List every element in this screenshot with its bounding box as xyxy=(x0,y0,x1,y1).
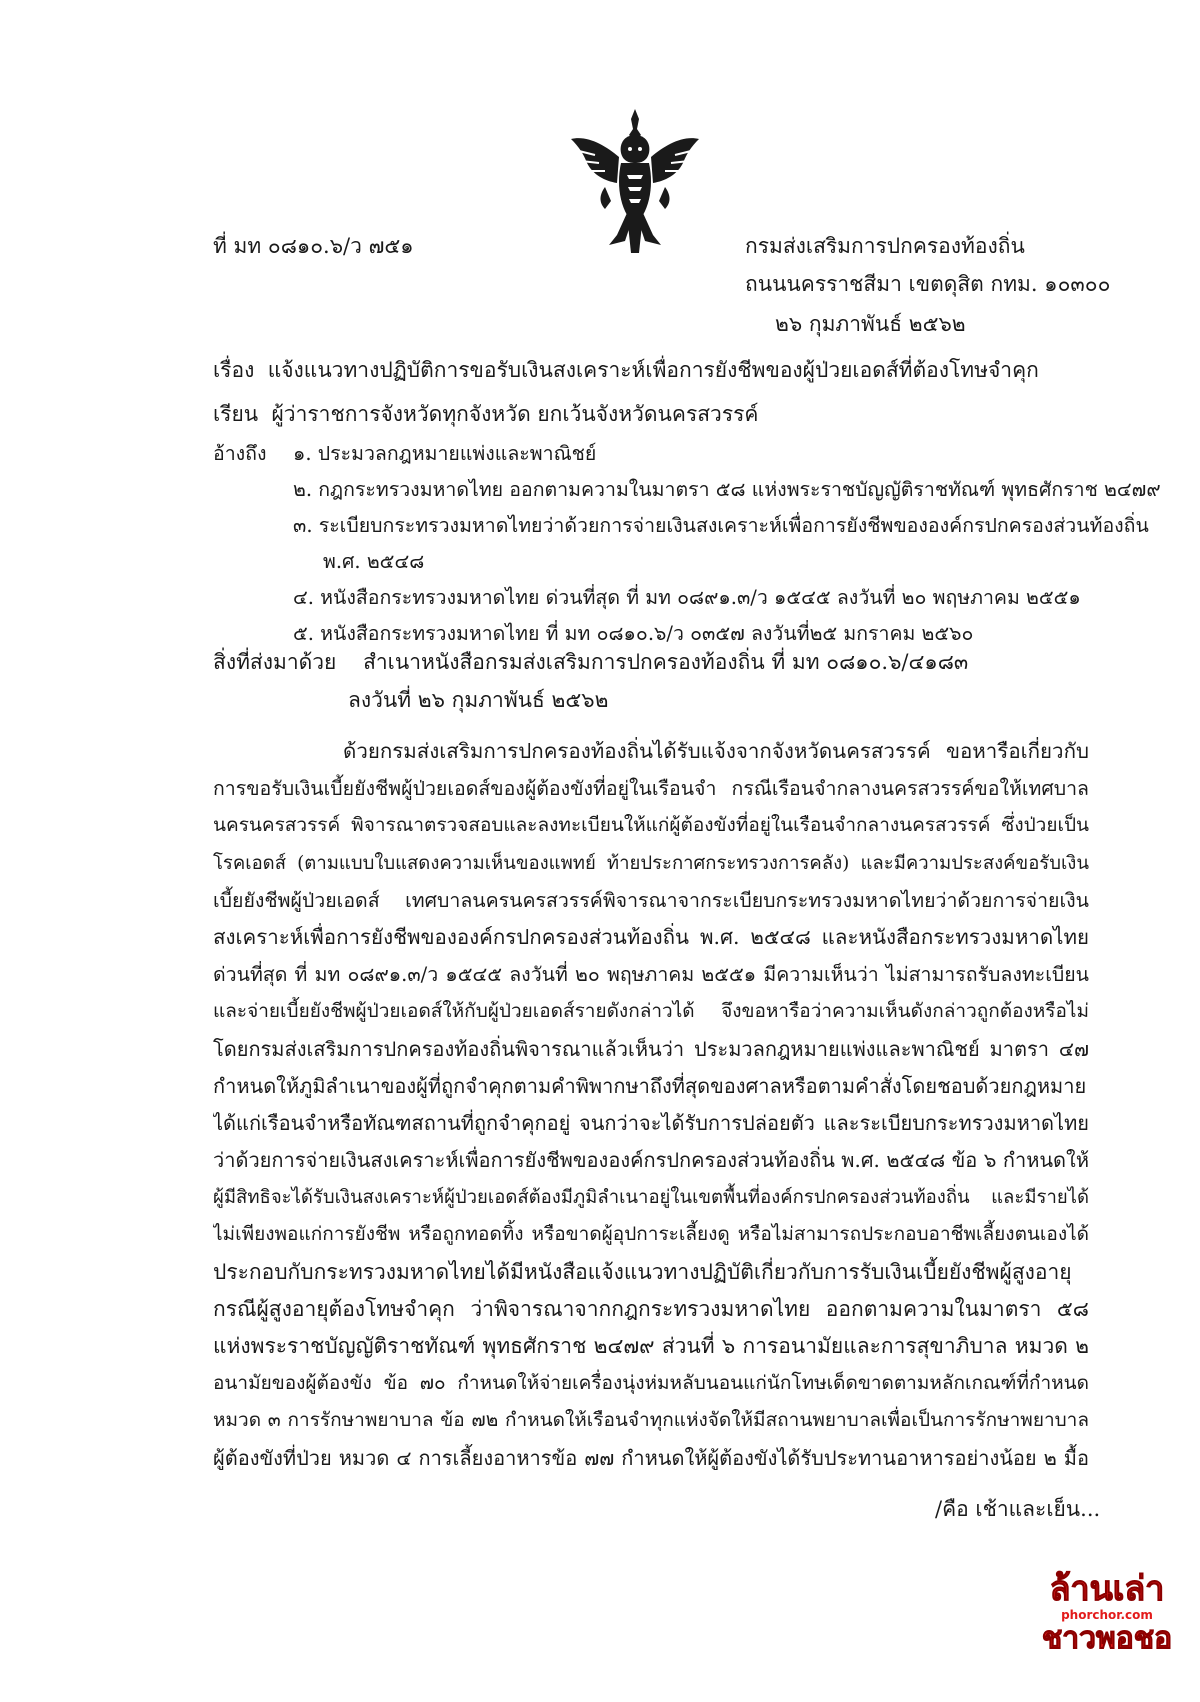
watermark-site-text: phorchor.com xyxy=(1061,1608,1153,1622)
recipient-label: เรียน xyxy=(213,402,259,426)
reference-item-5: ๕. หนังสือกระทรวงมหาดไทย ที่ มท ๐๘๑๐.๖/ว ๐๓๕๗ ลงวันที่๒๕ มกราคม ๒๕๖๐ xyxy=(293,622,974,645)
body-paragraph xyxy=(213,733,1089,1477)
subject-line xyxy=(213,356,1039,384)
body-line: สงเคราะห์เพื่อการยังชีพขององค์กรปกครองส่วนท้องถิ่น พ.ศ. ๒๕๔๘ และหนังสือกระทรวงมหาดไทย xyxy=(213,924,1089,949)
body-line: และจ่ายเบี้ยยังชีพผู้ป่วยเอดส์ให้กับผู้ป่วยเอดส์รายดังกล่าวได้ จึงขอหารือว่าความเห็นดังกล่าวถูกต้องหรือไม่ xyxy=(213,1000,1089,1023)
references-section xyxy=(213,440,1161,645)
enclosure-line-1: สำเนาหนังสือกรมส่งเสริมการปกครองท้องถิ่น ที่ มท ๐๘๑๐.๖/๔๑๘๓ xyxy=(363,650,969,674)
body-line: โดยกรมส่งเสริมการปกครองท้องถิ่นพิจารณาแล้วเห็นว่า ประมวลกฎหมายแพ่งและพาณิชย์ มาตรา ๔๗ xyxy=(213,1036,1089,1061)
subject-label: เรื่อง xyxy=(213,358,255,382)
site-watermark-logo xyxy=(1032,1570,1182,1690)
body-line: ผู้ต้องขังที่ป่วย หมวด ๔ การเลี้ยงอาหารข้อ ๗๗ กำหนดให้ผู้ต้องขังได้รับประทานอาหารอย่างน้อย ๒ มื้อ xyxy=(213,1445,1089,1470)
recipient-text: ผู้ว่าราชการจังหวัดทุกจังหวัด ยกเว้นจังหวัดนครสวรรค์ xyxy=(271,402,759,426)
reference-item-3-continued: พ.ศ. ๒๕๔๘ xyxy=(323,550,425,573)
document-date: ๒๖ กุมภาพันธ์ ๒๕๖๒ xyxy=(775,312,966,336)
body-line: กำหนดให้ภูมิลำเนาของผู้ที่ถูกจำคุกตามคำพิพากษาถึงที่สุดของศาลหรือตามคำสั่งโดยชอบด้วยกฎหมาย xyxy=(213,1073,1087,1098)
body-line: ผู้มีสิทธิจะได้รับเงินสงเคราะห์ผู้ป่วยเอดส์ต้องมีภูมิลำเนาอยู่ในเขตพื้นที่องค์กรปกครองส่วนท้องถิ่น และมีรายได้ xyxy=(213,1187,1089,1209)
reference-item-1: ๑. ประมวลกฎหมายแพ่งและพาณิชย์ xyxy=(293,442,597,465)
body-line: ด่วนที่สุด ที่ มท ๐๘๙๑.๓/ว ๑๕๔๕ ลงวันที่ ๒๐ พฤษภาคม ๒๕๕๑ มีความเห็นว่า ไม่สามารถรับลงทะเบียน xyxy=(213,963,1089,987)
enclosure-section xyxy=(213,648,969,712)
body-line: เบี้ยยังชีพผู้ป่วยเอดส์ เทศบาลนครนครสวรรค์พิจารณาจากระเบียบกระทรวงมหาดไทยว่าด้วยการจ่ายเงิน xyxy=(213,888,1089,912)
issuing-office xyxy=(745,232,1110,308)
body-line: ได้แก่เรือนจำหรือทัณฑสถานที่ถูกจำคุกอยู่ จนกว่าจะได้รับการปล่อยตัว และระเบียบกระทรวงมหาดไทย xyxy=(213,1110,1089,1135)
body-line: หมวด ๓ การรักษาพยาบาล ข้อ ๗๒ กำหนดให้เรือนจำทุกแห่งจัดให้มีสถานพยาบาลเพื่อเป็นการรักษาพยาบาล xyxy=(213,1409,1089,1432)
body-line: โรคเอดส์ (ตามแบบใบแสดงความเห็นของแพทย์ ท้ายประกาศกระทรวงการคลัง) และมีความประสงค์ขอรับเงิน xyxy=(213,852,1089,874)
body-line: การขอรับเงินเบี้ยยังชีพผู้ป่วยเอดส์ของผู้ต้องขังที่อยู่ในเรือนจำ กรณีเรือนจำกลางนครสวรรค์ขอให้เทศบาล xyxy=(213,777,1089,801)
body-line: อนามัยของผู้ต้องขัง ข้อ ๗๐ กำหนดให้จ่ายเครื่องนุ่งห่มหลับนอนแก่นักโทษเด็ดขาดตามหลักเกณฑ์ที่กำหนด xyxy=(213,1372,1089,1395)
references-label: อ้างถึง xyxy=(213,442,267,465)
watermark-top-text: ล้านเล่า xyxy=(1049,1569,1165,1609)
office-name: กรมส่งเสริมการปกครองท้องถิ่น xyxy=(745,234,1025,258)
body-line: แห่งพระราชบัญญัติราชทัณฑ์ พุทธศักราช ๒๔๗๙ ส่วนที่ ๖ การอนามัยและการสุขาภิบาล หมวด ๒ xyxy=(213,1334,1089,1358)
reference-item-3: ๓. ระเบียบกระทรวงมหาดไทยว่าด้วยการจ่ายเงินสงเคราะห์เพื่อการยังชีพขององค์กรปกครองส่วนท้องถิ่น xyxy=(293,514,1149,537)
office-address: ถนนนครราชสีมา เขตดุสิต กทม. ๑๐๓๐๐ xyxy=(745,272,1111,296)
garuda-emblem-icon xyxy=(565,105,705,255)
watermark-bottom-text: ชาวพอชอ xyxy=(1041,1621,1173,1656)
subject-text: แจ้งแนวทางปฏิบัติการขอรับเงินสงเคราะห์เพื่อการยังชีพของผู้ป่วยเอดส์ที่ต้องโทษจำคุก xyxy=(267,358,1039,382)
body-line: ว่าด้วยการจ่ายเงินสงเคราะห์เพื่อการยังชีพขององค์กรปกครองส่วนท้องถิ่น พ.ศ. ๒๕๔๘ ข้อ ๖ กำหนดให้ xyxy=(213,1148,1089,1173)
reference-item-2: ๒. กฎกระทรวงมหาดไทย ออกตามความในมาตรา ๕๘ แห่งพระราชบัญญัติราชทัณฑ์ พุทธศักราช ๒๔๗๙ xyxy=(293,478,1161,501)
enclosure-label: สิ่งที่ส่งมาด้วย xyxy=(213,650,337,674)
body-line: ไม่เพียงพอแก่การยังชีพ หรือถูกทอดทิ้ง หรือขาดผู้อุปการะเลี้ยงดู หรือไม่สามารถประกอบอาชีพเลี้ยงตนเองได้ xyxy=(213,1223,1089,1246)
body-line: ด้วยกรมส่งเสริมการปกครองท้องถิ่นได้รับแจ้งจากจังหวัดนครสวรรค์ ขอหารือเกี่ยวกับ xyxy=(343,739,1089,763)
reference-item-4: ๔. หนังสือกระทรวงมหาดไทย ด่วนที่สุด ที่ มท ๐๘๙๑.๓/ว ๑๕๔๕ ลงวันที่ ๒๐ พฤษภาคม ๒๕๕๑ xyxy=(293,586,1081,609)
body-line: นครนครสวรรค์ พิจารณาตรวจสอบและลงทะเบียนให้แก่ผู้ต้องขังที่อยู่ในเรือนจำกลางนครสวรรค์ ซึ่งป่วยเป็น xyxy=(213,814,1089,837)
body-line: กรณีผู้สูงอายุต้องโทษจำคุก ว่าพิจารณาจากกฎกระทรวงมหาดไทย ออกตามความในมาตรา ๕๘ xyxy=(213,1296,1089,1321)
document-number: ที่ มท ๐๘๑๐.๖/ว ๗๕๑ xyxy=(213,234,414,258)
references-list xyxy=(293,440,1161,656)
continuation-marker: /คือ เช้าและเย็น... xyxy=(935,1497,1101,1521)
enclosure-line-2: ลงวันที่ ๒๖ กุมภาพันธ์ ๒๕๖๒ xyxy=(348,688,609,712)
recipient-line xyxy=(213,400,758,428)
body-line: ประกอบกับกระทรวงมหาดไทยได้มีหนังสือแจ้งแนวทางปฏิบัติเกี่ยวกับการรับเงินเบี้ยยังชีพผู้สูงอายุ xyxy=(213,1259,1072,1284)
